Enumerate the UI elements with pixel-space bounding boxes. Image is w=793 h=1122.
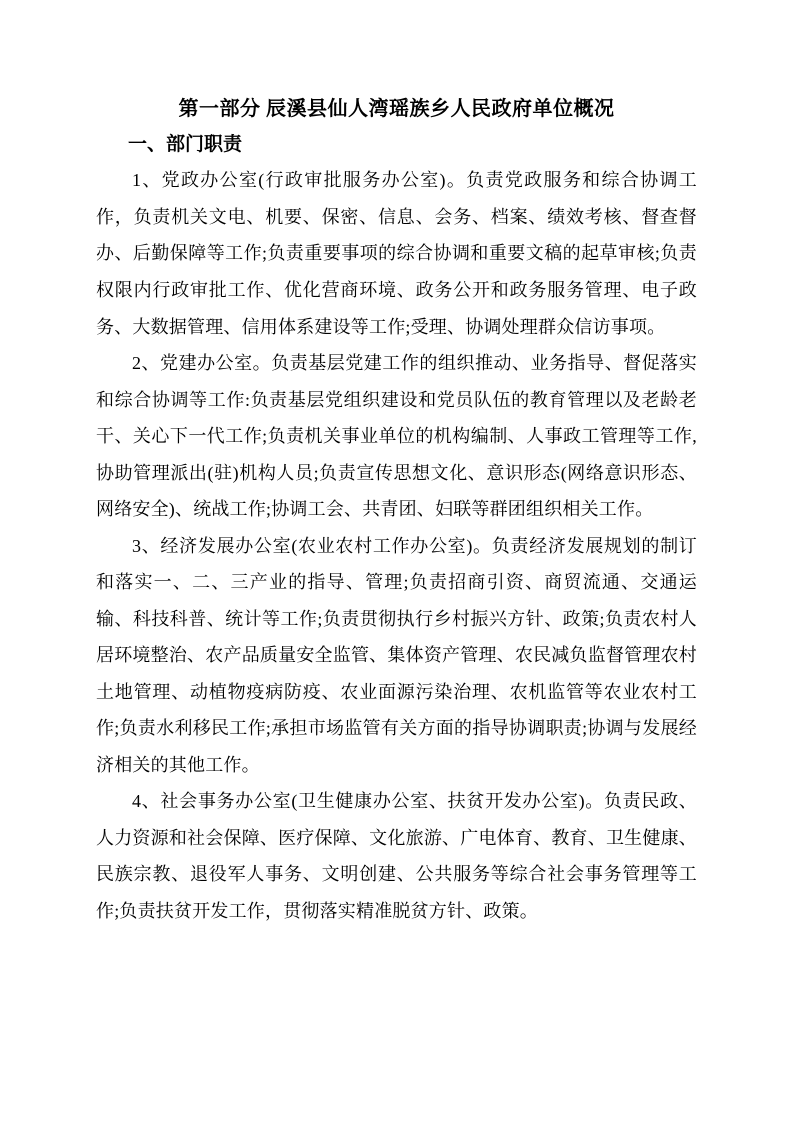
page-title: 第一部分 辰溪县仙人湾瑶族乡人民政府单位概况 [178, 98, 615, 120]
paragraph-3: 3、经济发展办公室(农业农村工作办公室)。负责经济发展规划的制订和落实一、二、三产业的指导、管理;负责招商引资、商贸流通、交通运输、科技科普、统计等工作;负责贯彻执行乡村振兴方针、政策;负责农村人居环境整治、农产品质量安全监管、集体资产管理、农民减负监督管理农村土地管理、动植物疫病防疫、农业面源污染治理、农机监管等农业农村工作;负责水利移民工作;承担市场监管有关方面的指导协调职责;协调与发展经济相关的其他工作。 [96, 535, 697, 775]
section-heading: 一、部门职责 [128, 134, 243, 155]
paragraph-2: 2、党建办公室。负责基层党建工作的组织推动、业务指导、督促落实和综合协调等工作:负责基层党组织建设和党员队伍的教育管理以及老龄老干、关心下一代工作;负责机关事业单位的机构编制、人事政工管理等工作,协助管理派出(驻)机构人员;负责宣传思想文化、意识形态(网络意识形态、网络安全)、统战工作;协调工会、共青团、妇联等群团组织相关工作。 [96, 353, 697, 520]
paragraph-1: 1、党政办公室(行政审批服务办公室)。负责党政服务和综合协调工作，负责机关文电、机要、保密、信息、会务、档案、绩效考核、督查督办、后勤保障等工作;负责重要事项的综合协调和重要文稿的起草审核;负责权限内行政审批工作、优化营商环境、政务公开和政务服务管理、电子政务、大数据管理、信用体系建设等工作;受理、协调处理群众信访事项。 [96, 170, 697, 337]
paragraph-4: 4、社会事务办公室(卫生健康办公室、扶贫开发办公室)。负责民政、人力资源和社会保障、医疗保障、文化旅游、广电体育、教育、卫生健康、民族宗教、退役军人事务、文明创建、公共服务等综合社会事务管理等工作;负责扶贫开发工作，贯彻落实精准脱贫方针、政策。 [96, 791, 697, 922]
